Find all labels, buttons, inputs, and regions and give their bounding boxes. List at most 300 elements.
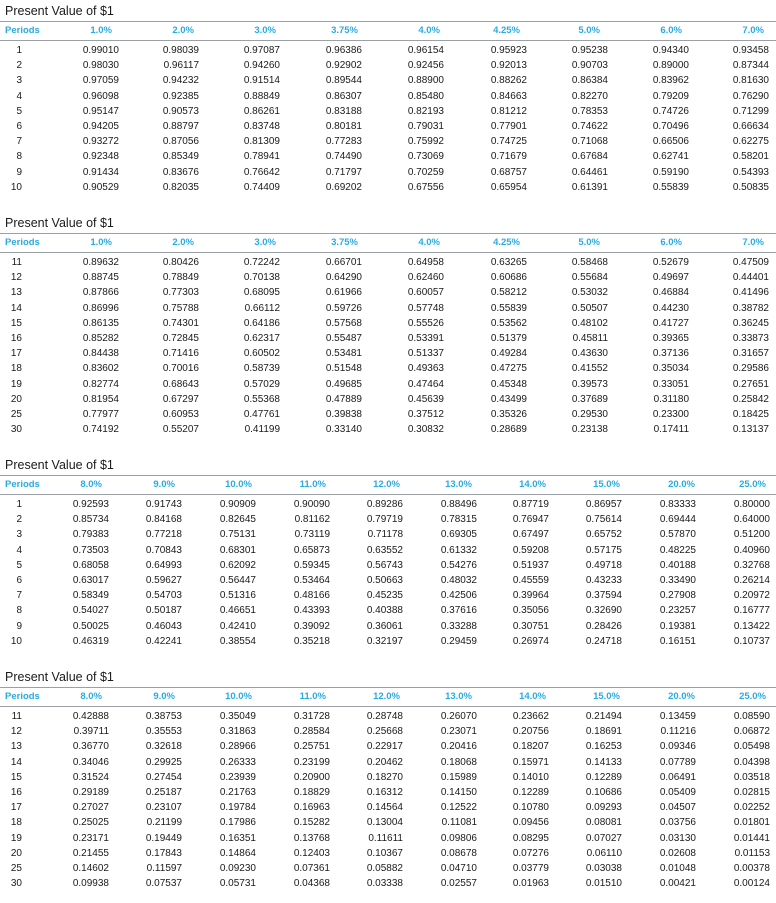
value-cell: 0.13768 [293, 832, 330, 844]
value-cell: 0.28689 [490, 424, 527, 436]
rate-header: 6.0% [660, 25, 682, 36]
value-cell: 0.87056 [162, 136, 199, 148]
value-cell: 0.21763 [219, 787, 256, 798]
value-cell: 0.03756 [659, 817, 696, 829]
value-cell: 0.39573 [571, 378, 608, 390]
rate-header: 14.0% [519, 691, 546, 702]
value-cell: 0.18207 [512, 741, 549, 753]
value-cell: 0.41552 [571, 363, 608, 375]
value-cell: 0.02815 [733, 787, 770, 798]
value-cell: 0.65752 [585, 529, 622, 541]
value-cell: 0.58468 [571, 257, 608, 268]
table-row [0, 165, 776, 180]
value-cell: 0.40388 [366, 605, 403, 617]
value-cell: 0.80000 [733, 499, 770, 510]
period-cell: 19 [10, 832, 22, 844]
value-cell: 0.57748 [407, 302, 444, 314]
period-cell: 11 [11, 711, 22, 722]
value-cell: 0.38554 [219, 635, 256, 647]
value-cell: 0.73069 [407, 151, 444, 163]
rate-header: 7.0% [742, 25, 764, 36]
value-cell: 0.51337 [407, 348, 444, 360]
value-cell: 0.61391 [571, 181, 608, 193]
value-cell: 0.07027 [585, 832, 622, 844]
value-cell: 0.51200 [733, 529, 770, 541]
value-cell: 0.96386 [325, 45, 362, 56]
value-cell: 0.15282 [293, 817, 330, 829]
table-row [0, 815, 776, 830]
value-cell: 0.81212 [490, 105, 527, 117]
value-cell: 0.17986 [219, 817, 256, 829]
value-cell: 0.90703 [571, 60, 608, 72]
value-cell: 0.68757 [490, 166, 527, 178]
value-cell: 0.06872 [733, 726, 770, 738]
value-cell: 0.47275 [490, 363, 527, 375]
table-row [0, 73, 776, 88]
table-row [0, 255, 776, 270]
table-row [0, 770, 776, 785]
value-cell: 0.29925 [145, 756, 182, 768]
value-cell: 0.96098 [82, 90, 119, 102]
value-cell: 0.14864 [219, 847, 256, 859]
value-cell: 0.75131 [219, 529, 256, 541]
period-cell: 3 [16, 75, 22, 87]
value-cell: 0.55839 [490, 302, 527, 314]
period-cell: 30 [10, 878, 22, 890]
value-cell: 0.10780 [512, 802, 549, 814]
value-cell: 0.46043 [145, 620, 182, 632]
period-cell: 16 [10, 787, 22, 798]
value-cell: 0.79031 [407, 121, 444, 132]
value-cell: 0.50663 [366, 575, 403, 586]
period-cell: 3 [16, 529, 22, 541]
table-row [0, 573, 776, 588]
table-row [0, 755, 776, 770]
value-cell: 0.39365 [652, 333, 689, 344]
value-cell: 0.55368 [243, 393, 280, 405]
value-cell: 0.18691 [585, 726, 622, 738]
value-cell: 0.11081 [441, 817, 477, 829]
value-cell: 0.13459 [659, 711, 696, 722]
value-cell: 0.81630 [732, 75, 769, 87]
value-cell: 0.07789 [659, 756, 696, 768]
value-cell: 0.01048 [659, 863, 696, 874]
rate-header: 13.0% [445, 691, 472, 702]
value-cell: 0.34046 [72, 756, 109, 768]
value-cell: 0.29586 [732, 363, 769, 375]
value-cell: 0.81954 [82, 393, 119, 405]
value-cell: 0.71299 [732, 105, 769, 117]
value-cell: 0.11597 [146, 863, 182, 874]
period-cell: 15 [10, 771, 22, 783]
value-cell: 0.58212 [490, 287, 527, 299]
value-cell: 0.47889 [325, 393, 362, 405]
value-cell: 0.33288 [440, 620, 477, 632]
value-cell: 0.00378 [733, 863, 770, 874]
value-cell: 0.18068 [440, 756, 477, 768]
value-cell: 0.58201 [732, 151, 769, 163]
value-cell: 0.32768 [733, 559, 770, 571]
period-cell: 9 [16, 166, 22, 178]
value-cell: 0.83676 [162, 166, 199, 178]
rate-header: 2.0% [172, 25, 194, 36]
value-cell: 0.25187 [145, 787, 182, 798]
value-cell: 0.16777 [733, 605, 770, 617]
value-cell: 0.12522 [440, 802, 477, 814]
period-cell: 20 [10, 847, 22, 859]
value-cell: 0.61966 [325, 287, 362, 299]
value-cell: 0.47509 [732, 257, 769, 268]
table-row [0, 331, 776, 346]
period-cell: 2 [16, 60, 22, 72]
value-cell: 0.54393 [732, 166, 769, 178]
value-cell: 0.11216 [660, 726, 696, 738]
value-cell: 0.15971 [512, 756, 549, 768]
table-title: Present Value of $1 [5, 458, 114, 472]
rate-header: 11.0% [299, 479, 326, 490]
table-row [0, 785, 776, 800]
value-cell: 0.78941 [243, 151, 280, 163]
value-cell: 0.00421 [659, 878, 696, 890]
value-cell: 0.20900 [293, 771, 330, 783]
value-cell: 0.09293 [585, 802, 622, 814]
value-cell: 0.73503 [72, 544, 109, 556]
period-cell: 4 [16, 544, 22, 556]
value-cell: 0.08295 [512, 832, 549, 844]
rate-header: 1.0% [90, 25, 112, 36]
value-cell: 0.26214 [733, 575, 770, 586]
value-cell: 0.26070 [440, 711, 477, 722]
value-cell: 0.55684 [571, 272, 608, 284]
table-header-row [0, 233, 776, 253]
value-cell: 0.93272 [82, 136, 119, 148]
period-cell: 4 [16, 90, 22, 102]
value-cell: 0.95147 [82, 105, 119, 117]
value-cell: 0.31863 [219, 726, 256, 738]
value-cell: 0.48225 [659, 544, 696, 556]
table-row [0, 588, 776, 603]
value-cell: 0.42888 [72, 711, 109, 722]
period-cell: 2 [16, 514, 22, 526]
value-cell: 0.92593 [72, 499, 109, 510]
value-cell: 0.57870 [659, 529, 696, 541]
value-cell: 0.85734 [72, 514, 109, 526]
value-cell: 0.21494 [585, 711, 622, 722]
value-cell: 0.80181 [325, 121, 362, 132]
value-cell: 0.05409 [659, 787, 696, 798]
value-cell: 0.12403 [293, 847, 330, 859]
table-row [0, 800, 776, 815]
period-cell: 7 [16, 136, 22, 148]
value-cell: 0.25751 [293, 741, 330, 753]
value-cell: 0.69305 [440, 529, 477, 541]
value-cell: 0.42410 [219, 620, 256, 632]
value-cell: 0.28748 [366, 711, 403, 722]
value-cell: 0.49363 [407, 363, 444, 375]
value-cell: 0.53391 [407, 333, 444, 344]
value-cell: 0.16151 [659, 635, 696, 647]
value-cell: 0.03130 [659, 832, 696, 844]
value-cell: 0.90573 [162, 105, 199, 117]
value-cell: 0.49284 [490, 348, 527, 360]
value-cell: 0.68095 [243, 287, 280, 299]
value-cell: 0.55839 [652, 181, 689, 193]
value-cell: 0.89544 [325, 75, 362, 87]
period-cell: 13 [10, 741, 22, 753]
value-cell: 0.27027 [72, 802, 109, 814]
value-cell: 0.59208 [512, 544, 549, 556]
value-cell: 0.87344 [732, 60, 769, 72]
period-cell: 12 [10, 272, 22, 284]
value-cell: 0.16963 [293, 802, 330, 814]
value-cell: 0.06491 [659, 771, 696, 783]
value-cell: 0.23107 [145, 802, 182, 814]
table-row [0, 43, 776, 58]
value-cell: 0.76947 [512, 514, 549, 526]
period-cell: 30 [10, 424, 22, 436]
table-row [0, 861, 776, 876]
value-cell: 0.77977 [82, 409, 119, 420]
value-cell: 0.31657 [732, 348, 769, 360]
value-cell: 0.13422 [733, 620, 770, 632]
value-cell: 0.81309 [243, 136, 280, 148]
value-cell: 0.84168 [145, 514, 182, 526]
value-cell: 0.92348 [82, 151, 119, 163]
value-cell: 0.54027 [72, 605, 109, 617]
value-cell: 0.14133 [585, 756, 622, 768]
value-cell: 0.51548 [325, 363, 362, 375]
value-cell: 0.69202 [325, 181, 362, 193]
value-cell: 0.88849 [243, 90, 280, 102]
value-cell: 0.35553 [145, 726, 182, 738]
value-cell: 0.68643 [162, 378, 199, 390]
value-cell: 0.13004 [366, 817, 403, 829]
period-cell: 10 [10, 635, 22, 647]
value-cell: 0.09938 [72, 878, 109, 890]
value-cell: 0.92013 [490, 60, 527, 72]
value-cell: 0.44230 [652, 302, 689, 314]
value-cell: 0.95238 [571, 45, 608, 56]
period-cell: 17 [10, 802, 22, 814]
value-cell: 0.28584 [293, 726, 330, 738]
value-cell: 0.64000 [733, 514, 770, 526]
value-cell: 0.42506 [440, 590, 477, 602]
value-cell: 0.04368 [293, 878, 330, 890]
rate-header: 3.75% [331, 237, 358, 248]
value-cell: 0.92902 [325, 60, 362, 72]
table-row [0, 316, 776, 331]
period-cell: 1 [16, 499, 22, 510]
table-row [0, 876, 776, 891]
period-cell: 9 [16, 620, 22, 632]
value-cell: 0.70259 [407, 166, 444, 178]
value-cell: 0.48032 [440, 575, 477, 586]
value-cell: 0.71416 [162, 348, 199, 360]
value-cell: 0.08590 [733, 711, 770, 722]
value-cell: 0.18425 [732, 409, 769, 420]
value-cell: 0.74409 [243, 181, 280, 193]
value-cell: 0.18270 [366, 771, 403, 783]
value-cell: 0.09806 [440, 832, 477, 844]
value-cell: 0.43233 [585, 575, 622, 586]
value-cell: 0.88797 [162, 121, 199, 132]
value-cell: 0.59627 [145, 575, 182, 586]
value-cell: 0.83962 [652, 75, 689, 87]
table-row [0, 422, 776, 437]
rate-header: 5.0% [578, 25, 600, 36]
value-cell: 0.19784 [219, 802, 256, 814]
value-cell: 0.91434 [82, 166, 119, 178]
value-cell: 0.23071 [440, 726, 477, 738]
value-cell: 0.90090 [293, 499, 330, 510]
value-cell: 0.19449 [145, 832, 182, 844]
value-cell: 0.89000 [652, 60, 689, 72]
value-cell: 0.53562 [490, 317, 527, 329]
value-cell: 0.82774 [82, 378, 119, 390]
value-cell: 0.89632 [82, 257, 119, 268]
value-cell: 0.65954 [490, 181, 527, 193]
value-cell: 0.53481 [325, 348, 362, 360]
periods-header: Periods [5, 691, 40, 702]
value-cell: 0.62460 [407, 272, 444, 284]
table-row [0, 558, 776, 573]
value-cell: 0.38753 [145, 711, 182, 722]
value-cell: 0.87719 [512, 499, 549, 510]
value-cell: 0.32197 [366, 635, 403, 647]
value-cell: 0.94205 [82, 121, 119, 132]
table-row [0, 831, 776, 846]
value-cell: 0.15989 [440, 771, 477, 783]
rate-header: 10.0% [225, 479, 252, 490]
value-cell: 0.08081 [585, 817, 622, 829]
value-cell: 0.19381 [659, 620, 696, 632]
value-cell: 0.09230 [219, 863, 256, 874]
periods-header: Periods [5, 25, 40, 36]
value-cell: 0.20756 [512, 726, 549, 738]
rate-header: 7.0% [742, 237, 764, 248]
value-cell: 0.48166 [293, 590, 330, 602]
value-cell: 0.54703 [145, 590, 182, 602]
rate-header: 13.0% [445, 479, 472, 490]
period-cell: 18 [10, 817, 22, 829]
value-cell: 0.02557 [440, 878, 477, 890]
period-cell: 17 [10, 348, 22, 360]
value-cell: 0.02252 [733, 802, 770, 814]
value-cell: 0.67556 [407, 181, 444, 193]
value-cell: 0.86261 [243, 105, 280, 117]
rate-header: 4.0% [418, 237, 440, 248]
value-cell: 0.74301 [162, 317, 199, 329]
value-cell: 0.74725 [490, 136, 527, 148]
value-cell: 0.95923 [490, 45, 527, 56]
value-cell: 0.74622 [571, 121, 608, 132]
value-cell: 0.05731 [219, 878, 256, 890]
value-cell: 0.96117 [163, 60, 199, 72]
value-cell: 0.08678 [440, 847, 477, 859]
period-cell: 7 [16, 590, 22, 602]
table-row [0, 377, 776, 392]
value-cell: 0.37689 [571, 393, 608, 405]
value-cell: 0.35034 [652, 363, 689, 375]
value-cell: 0.66112 [244, 302, 280, 314]
table-row [0, 739, 776, 754]
value-cell: 0.41496 [732, 287, 769, 299]
rate-header: 25.0% [739, 691, 766, 702]
value-cell: 0.32618 [145, 741, 182, 753]
value-cell: 0.89286 [366, 499, 403, 510]
value-cell: 0.14150 [440, 787, 477, 798]
value-cell: 0.83602 [82, 363, 119, 375]
period-cell: 15 [10, 317, 22, 329]
table-header-row [0, 21, 776, 41]
value-cell: 0.88745 [82, 272, 119, 284]
value-cell: 0.91743 [145, 499, 182, 510]
rate-header: 12.0% [373, 691, 400, 702]
value-cell: 0.98030 [82, 60, 119, 72]
value-cell: 0.16351 [219, 832, 256, 844]
value-cell: 0.86384 [571, 75, 608, 87]
value-cell: 0.69444 [659, 514, 696, 526]
value-cell: 0.06110 [586, 847, 622, 859]
table-header-row [0, 475, 776, 495]
rate-header: 15.0% [593, 479, 620, 490]
value-cell: 0.88496 [440, 499, 477, 510]
value-cell: 0.25668 [366, 726, 403, 738]
value-cell: 0.42241 [145, 635, 182, 647]
value-cell: 0.59345 [293, 559, 330, 571]
value-cell: 0.53032 [571, 287, 608, 299]
table-row [0, 361, 776, 376]
period-cell: 13 [10, 287, 22, 299]
value-cell: 0.51316 [219, 590, 256, 602]
value-cell: 0.58739 [243, 363, 280, 375]
period-cell: 11 [11, 257, 22, 268]
table-title: Present Value of $1 [5, 4, 114, 18]
value-cell: 0.37594 [585, 590, 622, 602]
value-cell: 0.66506 [652, 136, 689, 148]
table-row [0, 619, 776, 634]
value-cell: 0.51379 [490, 333, 527, 344]
value-cell: 0.80426 [162, 257, 199, 268]
value-cell: 0.67684 [571, 151, 608, 163]
value-cell: 0.01963 [512, 878, 549, 890]
value-cell: 0.14602 [72, 863, 109, 874]
value-cell: 0.67497 [512, 529, 549, 541]
table-title: Present Value of $1 [5, 216, 114, 230]
value-cell: 0.07537 [145, 878, 182, 890]
value-cell: 0.03518 [733, 771, 770, 783]
value-cell: 0.68058 [72, 559, 109, 571]
period-cell: 8 [16, 605, 22, 617]
value-cell: 0.82035 [162, 181, 199, 193]
value-cell: 0.30751 [512, 620, 549, 632]
value-cell: 0.45811 [572, 333, 608, 344]
value-cell: 0.46319 [72, 635, 109, 647]
value-cell: 0.07361 [293, 863, 330, 874]
value-cell: 0.41199 [244, 424, 280, 436]
value-cell: 0.57175 [585, 544, 622, 556]
value-cell: 0.10737 [733, 635, 770, 647]
value-cell: 0.92456 [407, 60, 444, 72]
value-cell: 0.05882 [366, 863, 403, 874]
period-cell: 1 [16, 45, 22, 56]
value-cell: 0.03038 [585, 863, 622, 874]
value-cell: 0.85282 [82, 333, 119, 344]
rate-header: 3.0% [254, 25, 276, 36]
periods-header: Periods [5, 237, 40, 248]
period-cell: 6 [16, 121, 22, 132]
value-cell: 0.43393 [293, 605, 330, 617]
